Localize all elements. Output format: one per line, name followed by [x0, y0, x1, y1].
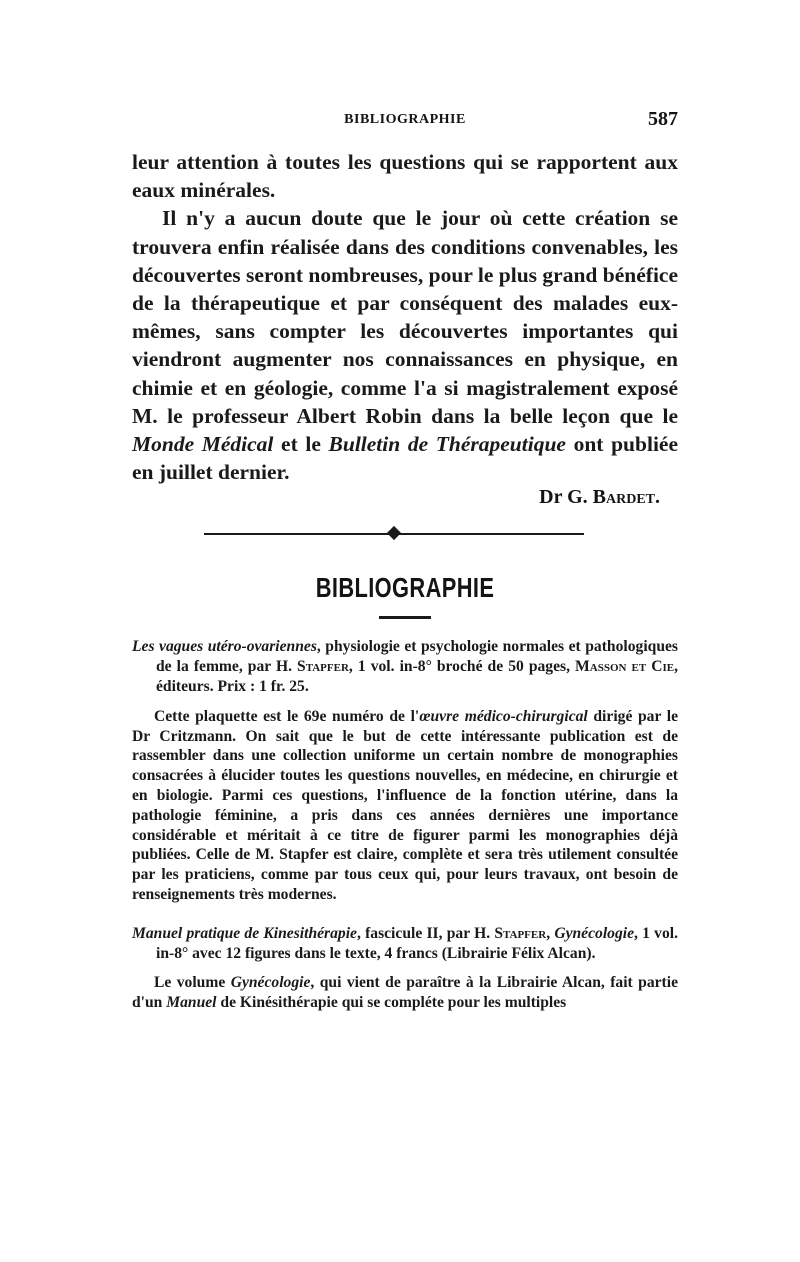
review-text: dirigé par le Dr Critzmann. On sait que le but de cette intéressante publication est de rassembler dans une collection uniforme un certain nombre de monographies consacrées à élucider toutes les questions nouvelles, en médecine, en chirurgie et en biologie. Parmi ces questions, l'influence de la fonction utérine, dans la pathologie féminine, a pris dans ces années dernières une importance considérable et méritait à ce titre de figurer parmi les monographies déjà publiées. Celle de M. Stapfer est claire, complète et sera très utilement consultée par les praticiens, comme par tous ceux qui, pour leurs travaux, ont besoin de renseignements très modernes. [132, 707, 679, 903]
author-signature [132, 484, 660, 510]
entry-subtitle: Gynécologie [554, 924, 635, 942]
article-text: et le [273, 432, 329, 457]
entry-author: Stapfer [297, 658, 349, 676]
section-divider [132, 524, 678, 544]
divider-diamond-ornament [387, 526, 401, 540]
review-volume-title: Gynécologie [230, 974, 311, 992]
review-text: de Kinésithérapie qui se compléte pour les multiples [216, 994, 567, 1012]
journal-page [132, 108, 679, 1013]
journal-title-bulletin: Bulletin de Thérapeutique [328, 432, 566, 457]
signature-name: G. Bardet. [567, 486, 660, 509]
entry-citation: , [546, 924, 555, 942]
page-number: 587 [648, 108, 678, 130]
review-manuel-title: Manuel [166, 994, 217, 1012]
review-series-title: œuvre médico-chirurgical [419, 707, 588, 725]
section-title-underline [379, 616, 431, 619]
section-title: BIBLIOGRAPHIE [315, 572, 495, 604]
entry-citation: , 1 vol. in-8° broché de 50 pages, [348, 658, 576, 676]
entry-citation: , éditeurs. Prix : 1 fr. 25. [156, 658, 679, 696]
running-head-title: BIBLIOGRAPHIE [344, 112, 466, 127]
review-text: , qui vient de paraître à la Librairie Alcan, fait partie d'un [132, 974, 678, 1012]
review-2 [132, 973, 678, 1013]
entry-citation: , fascicule II, par H. [356, 924, 495, 942]
entry-citation: , physiologie et psychologie normales et pathologiques de la femme, par H. [156, 638, 678, 676]
review-text: Le volume [154, 974, 231, 992]
journal-title-monde-medical: Monde Médical [132, 432, 274, 457]
entry-title: Les vagues utéro-ovariennes [132, 638, 317, 656]
entry-citation: , 1 vol. in-8° avec 12 figures dans le texte, 4 francs (Librairie Félix Alcan). [156, 924, 678, 962]
bibliography-entry-1 [132, 637, 678, 696]
entry-publisher: Masson et Cie [575, 658, 675, 676]
article-paragraph-1: leur attention à toutes les questions qui se rapportent aux eaux minérales. [132, 150, 678, 203]
article-paragraph-2 [132, 204, 678, 486]
article-text: Il n'y a aucun doute que le jour où cette création se trouvera enfin réalisée dans des conditions convenables, les découvertes seront nombreuses, pour le plus grand bénéfice de la thérapeutique et par conséquent des malades eux-mêmes, sans compter les découvertes importantes qui viendront augmenter nos connaissances en physique, en chimie et en géologie, comme l'a si magistralement exposé M. le professeur Albert Robin dans la belle leçon que le [132, 206, 678, 428]
signature-title: Dr [539, 486, 563, 509]
article-body [132, 148, 678, 486]
review-1 [132, 707, 678, 905]
article-text: ont publiée en juillet dernier. [132, 432, 678, 485]
running-head [132, 108, 678, 136]
entry-author: Stapfer [494, 924, 547, 942]
bibliography-entry-2 [132, 924, 678, 964]
review-text: Cette plaquette est le 69e numéro de l' [154, 707, 420, 725]
entry-title: Manuel pratique de Kinesithérapie [132, 924, 357, 942]
